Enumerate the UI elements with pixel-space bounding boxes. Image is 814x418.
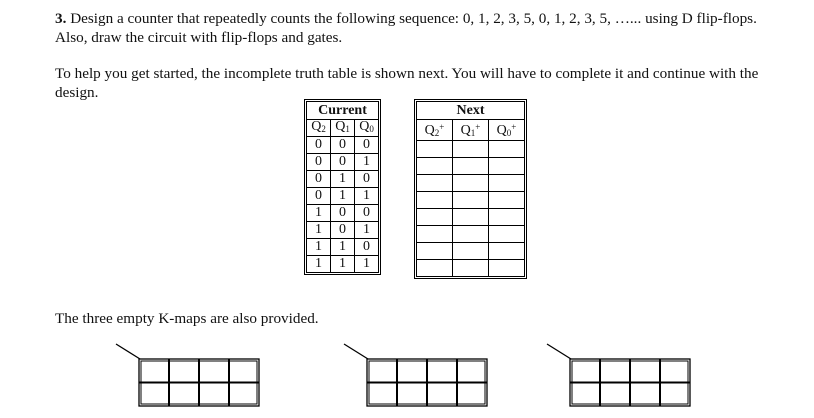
kmap-2 [342,342,492,408]
next-cell-empty [489,158,525,175]
next-cell-empty [489,175,525,192]
col-q0-next: $Q_0^+$ [489,120,525,141]
problem-text: Design a counter that repeatedly counts the following sequence: 0, 1, 2, 3, 5, 0, 1, 2, 3, 5, …... using D flip-flops. Also, draw the circuit with flip-flops and gates. [55,10,757,46]
next-row [417,141,525,158]
current-cell: 1 [307,222,331,239]
current-cell: 0 [355,205,379,222]
next-cell-empty [453,209,489,226]
current-row [307,222,379,239]
next-cell-empty [489,260,525,277]
current-cell: 1 [307,256,331,273]
current-cell: 0 [355,137,379,154]
current-cell: 0 [331,205,355,222]
next-cell-empty [453,243,489,260]
current-cell: 0 [331,222,355,239]
next-header: Next [417,102,525,120]
next-cell-empty [453,226,489,243]
next-row [417,226,525,243]
current-row [307,239,379,256]
current-cell: 0 [307,137,331,154]
current-cell: 1 [331,171,355,188]
current-cell: 1 [355,188,379,205]
next-cell-empty [417,192,453,209]
next-cell-empty [489,192,525,209]
next-cell-empty [489,141,525,158]
current-cell: 1 [307,239,331,256]
current-header: Current [307,102,379,120]
next-row [417,260,525,277]
current-cell: 0 [307,171,331,188]
current-cell: 1 [307,205,331,222]
current-row [307,256,379,273]
problem-number: 3. [55,10,67,27]
next-cell-empty [453,260,489,277]
kmap-1 [114,342,264,408]
col-q0: $Q_0$ [355,120,379,137]
next-cell-empty [417,226,453,243]
next-cell-empty [417,158,453,175]
current-cell: 1 [331,256,355,273]
col-q1: $Q_1$ [331,120,355,137]
current-row [307,188,379,205]
next-state-table [416,101,525,277]
kmap-1-grid [114,342,264,408]
current-state-table [306,101,379,273]
kmap-3-grid [545,342,695,408]
next-cell-empty [489,243,525,260]
current-row [307,205,379,222]
next-cell-empty [489,209,525,226]
col-q2: $Q_2$ [307,120,331,137]
next-cell-empty [453,158,489,175]
current-cell: 0 [355,171,379,188]
next-row [417,209,525,226]
next-cell-empty [453,192,489,209]
current-cell: 1 [355,256,379,273]
kmap-note: The three empty K-maps are also provided. [55,310,319,327]
next-cell-empty [417,175,453,192]
kmap-2-grid [342,342,492,408]
current-cell: 1 [331,239,355,256]
next-cell-empty [453,141,489,158]
col-q2-next: $Q_2^+$ [417,120,453,141]
problem-statement [55,9,785,47]
current-cell: 0 [331,137,355,154]
kmap-3 [545,342,695,408]
current-cell: 1 [355,222,379,239]
current-row [307,154,379,171]
next-cell-empty [453,175,489,192]
current-cell: 1 [331,188,355,205]
next-row [417,175,525,192]
current-cell: 1 [355,154,379,171]
current-cell: 0 [331,154,355,171]
next-cell-empty [489,226,525,243]
next-row [417,192,525,209]
next-cell-empty [417,260,453,277]
next-cell-empty [417,141,453,158]
next-cell-empty [417,243,453,260]
next-cell-empty [417,209,453,226]
next-row [417,243,525,260]
hint-text: To help you get started, the incomplete truth table is shown next. You will have to complete it and continue with the design. [55,65,759,101]
current-cell: 0 [307,188,331,205]
current-row [307,137,379,154]
current-cell: 0 [307,154,331,171]
current-cell: 0 [355,239,379,256]
current-row [307,171,379,188]
next-row [417,158,525,175]
col-q1-next: $Q_1^+$ [453,120,489,141]
